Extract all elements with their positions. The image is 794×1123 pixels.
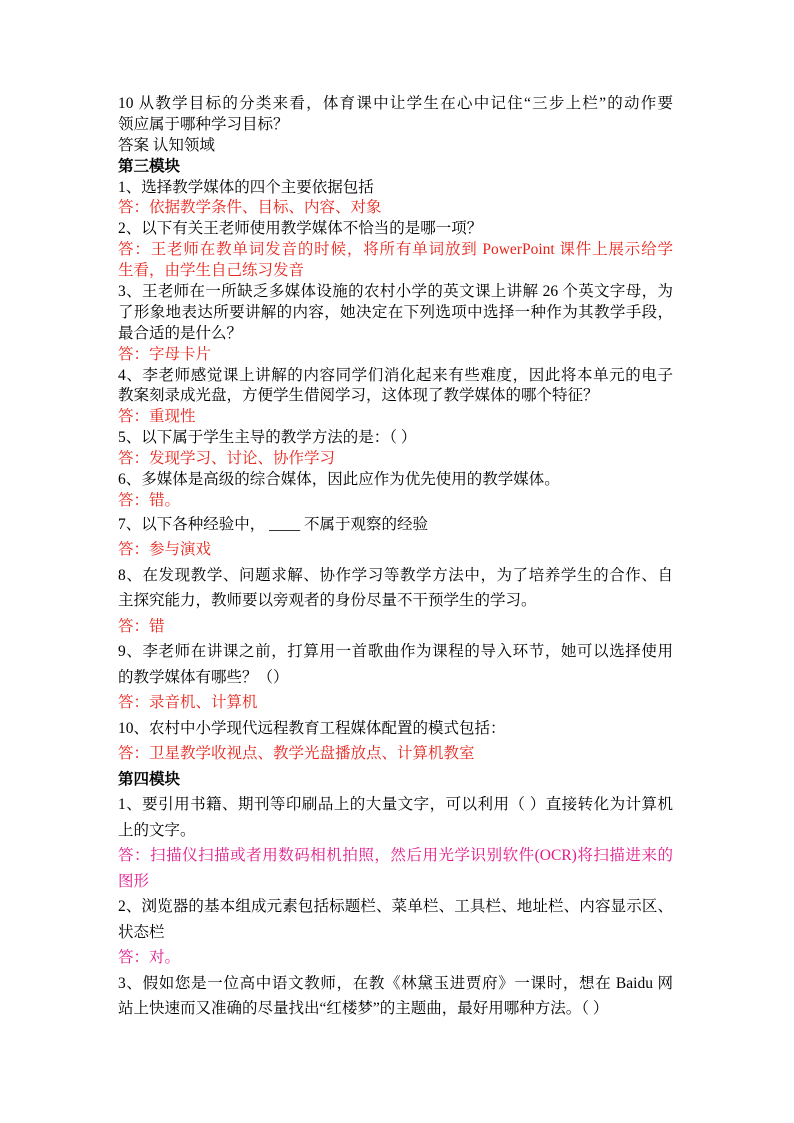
- module3-item-8: [118, 563, 674, 640]
- question-line: 状态栏: [118, 923, 165, 941]
- module3-item-5: [118, 428, 674, 470]
- question-line: 9、李老师在讲课之前，打算用一首歌曲作为课程的导入环节，她可以选择使用: [118, 643, 673, 661]
- module-title: 第四模块: [118, 770, 181, 788]
- module4-item-1: [118, 792, 674, 894]
- question-line: 站上快速而又准确的尽量找出“红楼梦”的主题曲，最好用哪种方法。（ ）: [118, 1000, 609, 1018]
- question-line: 6、多媒体是高级的综合媒体，因此应作为优先使用的教学媒体。: [118, 471, 560, 489]
- answer-line: 生看，由学生自己练习发音: [118, 262, 305, 280]
- module3-item-9: [118, 639, 674, 716]
- question-line: 上的文字。: [118, 821, 196, 839]
- document-body: [118, 94, 674, 1022]
- question-line: 领应属于哪种学习目标？: [118, 115, 289, 133]
- module4-item-3: [118, 971, 674, 1022]
- module3-item-10: [118, 716, 674, 767]
- module3-item-1: [118, 178, 674, 220]
- module-3: [118, 157, 674, 767]
- module3-item-6: [118, 470, 674, 512]
- answer-line: 答：对。: [118, 949, 181, 967]
- question-line: 2、浏览器的基本组成元素包括标题栏、菜单栏、工具栏、地址栏、内容显示区、: [118, 898, 673, 916]
- answer-line: 答：字母卡片: [118, 345, 212, 363]
- module-4: [118, 767, 674, 1022]
- answer-line: 答：卫星教学收视点、教学光盘播放点、计算机教室: [118, 745, 475, 763]
- question-line: 3、假如您是一位高中语文教师，在教《林黛玉进贾府》一课时，想在 Baidu 网: [118, 974, 673, 992]
- question-line: 10 从教学目标的分类来看，体育课中让学生在心中记住“三步上栏”的动作要: [118, 95, 673, 112]
- question-line: 最合适的是什么？: [118, 324, 243, 342]
- answer-line: 答：发现学习、讨论、协作学习: [118, 450, 336, 468]
- answer-line: 答案 认知领域: [118, 136, 215, 154]
- answer-line: 答：王老师在教单词发音的时候，将所有单词放到 PowerPoint 课件上展示给学: [118, 241, 673, 259]
- answer-line: 答：错。: [118, 491, 181, 509]
- question-line: 2、以下有关王老师使用教学媒体不恰当的是哪一项？: [118, 220, 483, 238]
- question-line: 主探究能力，教师要以旁观者的身份尽量不干预学生的学习。: [118, 592, 537, 610]
- module3-item-4: [118, 366, 674, 429]
- question-line: 4、李老师感觉课上讲解的内容同学们消化起来有些难度，因此将本单元的电子: [118, 366, 673, 384]
- question-line: 1、选择教学媒体的四个主要依据包括: [118, 178, 374, 196]
- question-line: 1、要引用书籍、期刊等印刷品上的大量文字，可以利用（ ）直接转化为计算机: [118, 796, 673, 814]
- question-line: 8、在发现教学、问题求解、协作学习等教学方法中，为了培养学生的合作、自: [118, 566, 673, 584]
- question-line: 教案刻录成光盘，方便学生借阅学习，这体现了教学媒体的哪个特征？: [118, 387, 599, 405]
- answer-line: 答：录音机、计算机: [118, 694, 258, 712]
- answer-line: 答：重现性: [118, 408, 196, 426]
- question-line: 了形象地表达所要讲解的内容，她决定在下列选项中选择一种作为其教学手段，: [118, 303, 673, 321]
- module3-item-2: [118, 219, 674, 282]
- question-line: 3、王老师在一所缺乏多媒体设施的农村小学的英文课上讲解 26 个英文字母，为: [118, 283, 673, 301]
- module3-item-3: [118, 282, 674, 366]
- answer-line: 答：参与演戏: [118, 541, 212, 559]
- answer-line: 答：错: [118, 617, 165, 635]
- answer-line: 答：依据教学条件、目标、内容、对象: [118, 199, 382, 217]
- module4-item-2: [118, 894, 674, 971]
- answer-line: 答：扫描仪扫描或者用数码相机拍照，然后用光学识别软件(OCR)将扫描进来的: [118, 847, 673, 865]
- answer-line: 图形: [118, 872, 150, 890]
- question-line: 的教学媒体有哪些？（）: [118, 668, 289, 686]
- question-line: 7、以下各种经验中， ____ 不属于观察的经验: [118, 515, 429, 533]
- previous-item: [118, 94, 674, 157]
- module3-item-7: [118, 512, 674, 563]
- question-line: 10、农村中小学现代远程教育工程媒体配置的模式包括：: [118, 719, 506, 737]
- module-title: 第三模块: [118, 157, 181, 175]
- question-line: 5、以下属于学生主导的教学方法的是：（ ）: [118, 429, 417, 447]
